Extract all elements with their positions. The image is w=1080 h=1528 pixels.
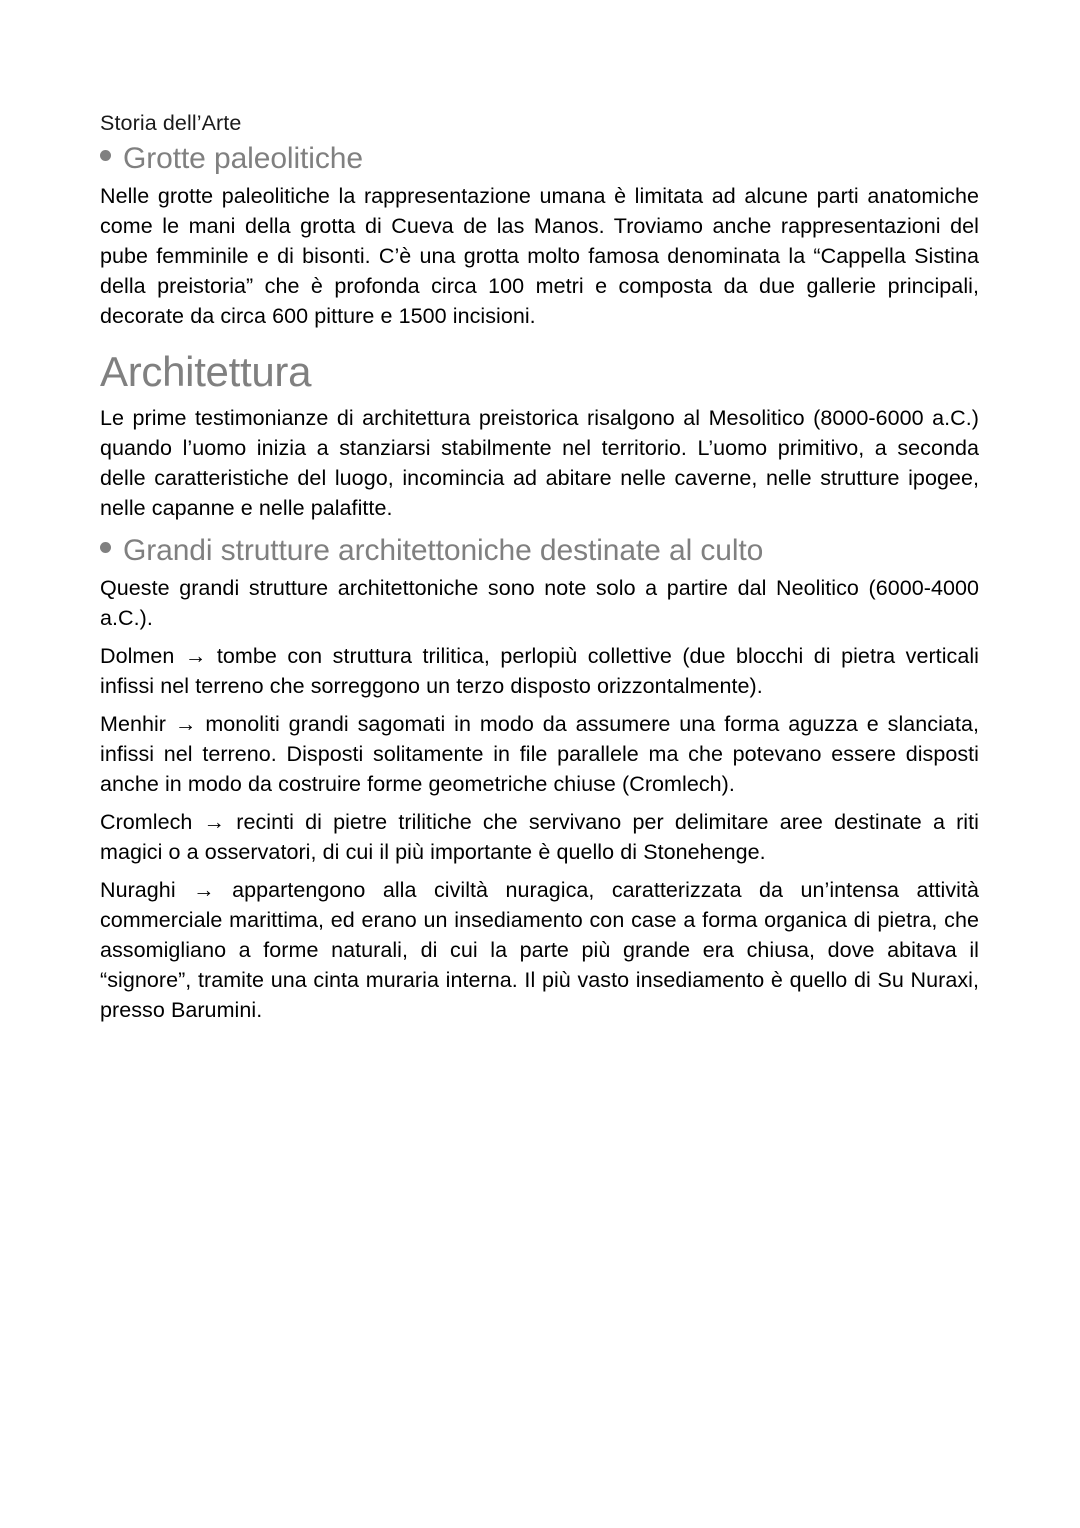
section-heading-grandi-strutture — [100, 531, 979, 571]
paragraph-architettura: Le prime testimonianze di architettura preistorica risalgono al Mesolitico (8000-6000 a.C.) quando l’uomo inizia a stanziarsi stabilmente nel territorio. L’uomo primitivo, a seconda delle caratteristiche del luogo, incomincia ad abitare nelle caverne, nelle strutture ipogee, nelle capanne e nelle palafitte. — [100, 406, 979, 520]
paragraph-grotte-paleolitiche: Nelle grotte paleolitiche la rappresentazione umana è limitata ad alcune parti anatomiche come le mani della grotta di Cueva de las Manos. Troviamo anche rappresentazioni del pube femminile e di bisonti. C’è una grotta molto famosa denominata la “Cappella Sistina della preistoria” che è profonda circa 100 metri e composta da due gallerie principali, decorate da circa 600 pitture e 1500 incisioni. — [100, 184, 979, 328]
section-heading-architettura: Architettura — [100, 348, 312, 395]
paragraph-menhir: Menhir → monoliti grandi sagomati in modo da assumere una forma aguzza e slanciata, infissi nel terreno. Disposti solitamente in file parallele ma che potevano essere disposti anche in modo da costruire forme geometriche chiuse (Cromlech). — [100, 712, 979, 796]
paragraph-dolmen: Dolmen → tombe con struttura trilitica, perlopiù collettive (due blocchi di pietra verticali infissi nel terreno che sorreggono un terzo disposto orizzontalmente). — [100, 644, 979, 698]
paragraph-nuraghi: Nuraghi → appartengono alla civiltà nuragica, caratterizzata da un’intensa attività commerciale marittima, ed erano un insediamento con case a forma organica di pietra, che assomigliano a forme naturali, di cui la parte più grande era chiusa, dove abitava il “signore”, tramite una cinta muraria interna. Il più vasto insediamento è quello di Su Nuraxi, presso Barumini. — [100, 878, 979, 1022]
paragraph-neolitico-intro: Queste grandi strutture architettoniche sono note solo a partire dal Neolitico (6000-4000 a.C.). — [100, 576, 979, 630]
section-heading-label: Grandi strutture architettoniche destinate al culto — [123, 534, 764, 567]
section-heading-grotte-paleolitiche — [100, 139, 979, 179]
document-title: Storia dell’Arte — [100, 111, 242, 135]
bullet-icon — [100, 150, 111, 161]
bullet-icon — [100, 542, 111, 553]
paragraph-cromlech: Cromlech → recinti di pietre trilitiche che servivano per delimitare aree destinate a riti magici o a osservatori, di cui il più importante è quello di Stonehenge. — [100, 810, 979, 864]
section-heading-label: Grotte paleolitiche — [123, 142, 363, 175]
